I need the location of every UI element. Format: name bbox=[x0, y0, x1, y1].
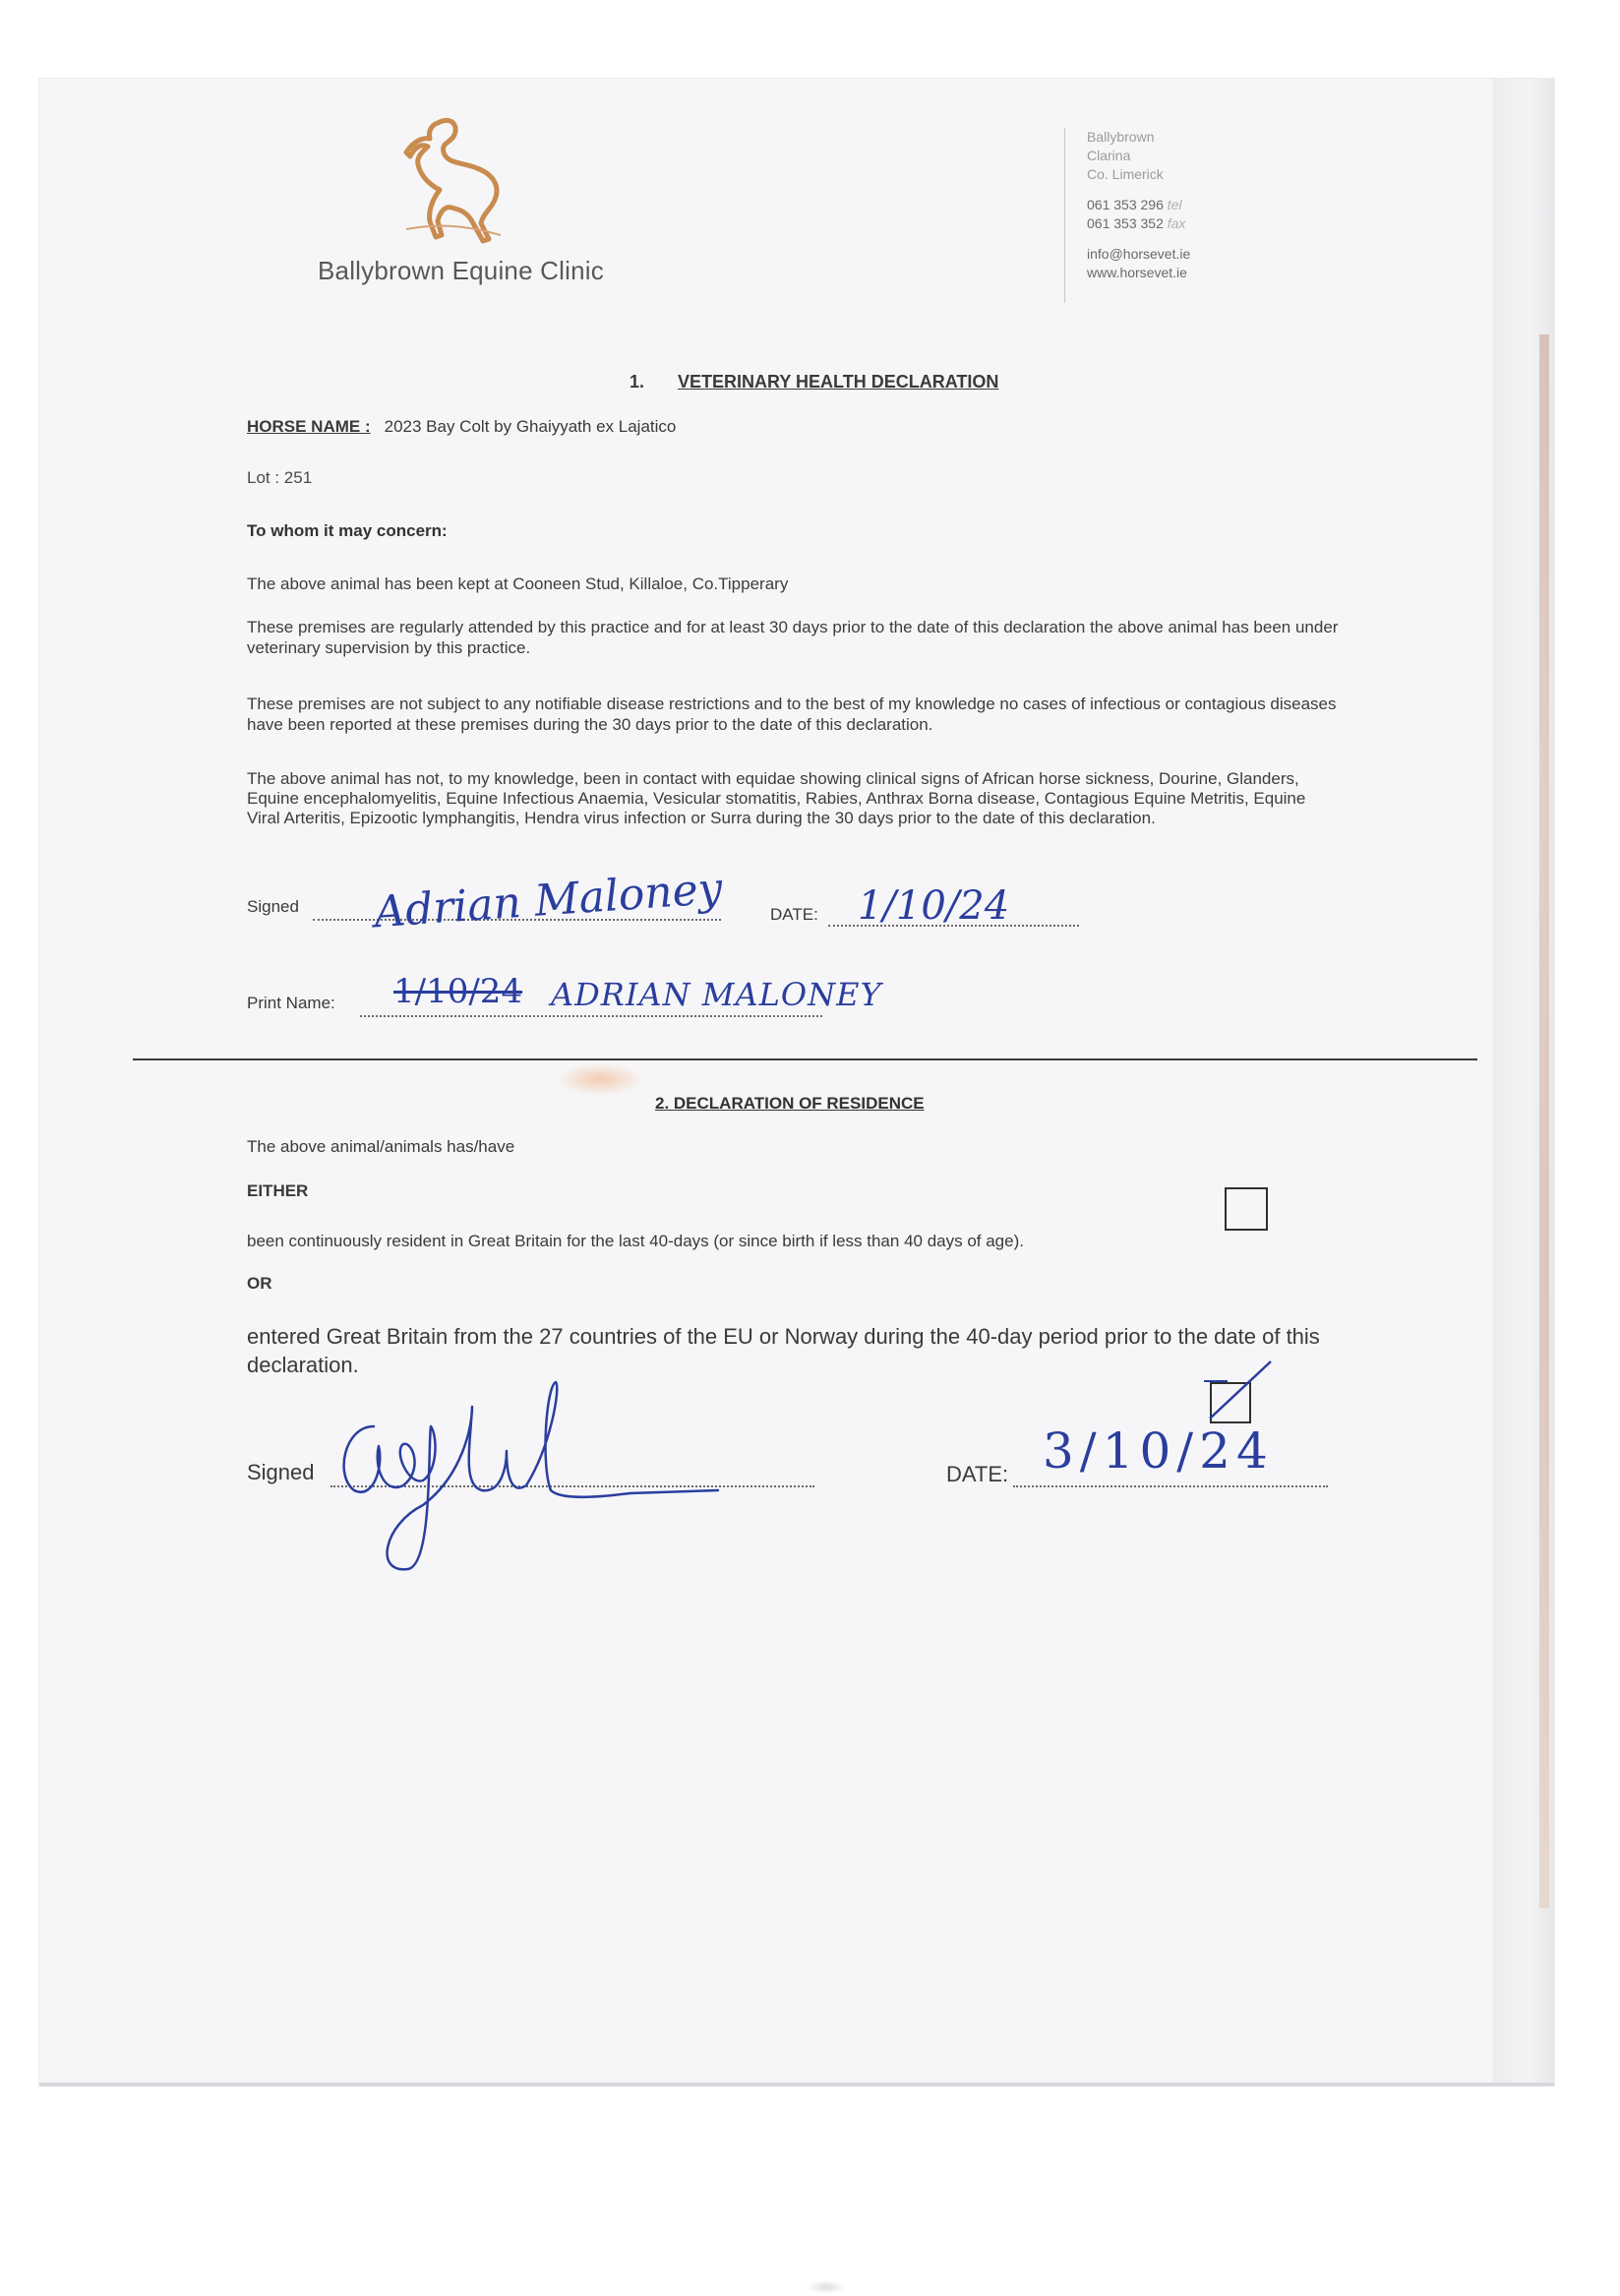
web-link[interactable]: www.horsevet.ie bbox=[1087, 265, 1187, 280]
horse-name-label: HORSE NAME : bbox=[247, 417, 371, 436]
option2-text: entered Great Britain from the 27 countries of the EU or Norway during the 40-day period prior to the date of this declaration. bbox=[247, 1324, 1320, 1377]
option1-text: been continuously resident in Great Britain for the last 40-days (or since birth if less than 40 days of age). bbox=[247, 1232, 1024, 1250]
date-handwriting: 3/10/24 bbox=[1043, 1422, 1274, 1480]
date-line bbox=[1013, 1485, 1328, 1487]
clinic-address-block bbox=[1064, 128, 1264, 303]
residence-intro: The above animal/animals has/have bbox=[247, 1137, 515, 1156]
scan-smudge bbox=[807, 2280, 846, 2294]
declaration-paragraph: The above animal has been kept at Cooneen Stud, Killaloe, Co.Tipperary bbox=[247, 574, 789, 593]
declaration-paragraph: These premises are regularly attended by this practice and for at least 30 days prior to the date of this declaration the above animal has been under veterinary supervision by this practice. bbox=[247, 618, 1339, 657]
or-label: OR bbox=[247, 1274, 272, 1293]
section2-title: 2. DECLARATION OF RESIDENCE bbox=[655, 1094, 925, 1113]
either-label: EITHER bbox=[247, 1181, 309, 1200]
date-label: DATE: bbox=[770, 905, 818, 924]
lot-number: Lot : 251 bbox=[247, 468, 313, 487]
print-name-crossed-date: 1/10/24 bbox=[393, 972, 523, 1011]
option2-checkmark-icon bbox=[1202, 1358, 1281, 1426]
section1-title: 1. VETERINARY HEALTH DECLARATION bbox=[630, 372, 999, 392]
print-name-handwriting: ADRIAN MALONEY bbox=[551, 976, 882, 1013]
print-name-line bbox=[360, 1015, 822, 1017]
clinic-name: Ballybrown Equine Clinic bbox=[318, 256, 604, 285]
print-name-label: Print Name: bbox=[247, 994, 335, 1012]
declaration-paragraph: The above animal has not, to my knowledge, been in contact with equidae showing clinical signs of African horse sickness, Dourine, Glanders, Equine encephalomyelitis, Equine Infectious Anaemia, Vesicular stomatitis, Rabies, Anthrax Borna disease, Contagious Equine Metritis, Equine Viral Arteritis, Epizootic lymphangitis, Hendra virus infection or Surra during the 30 days prior to the date of this declaration. bbox=[247, 769, 1306, 827]
address-line: Co. Limerick bbox=[1087, 166, 1164, 182]
page-bottom-edge bbox=[39, 2083, 1554, 2086]
fax-line: 061 353 352 fax bbox=[1087, 215, 1186, 231]
address-line: Clarina bbox=[1087, 148, 1131, 163]
greeting: To whom it may concern: bbox=[247, 521, 448, 540]
horse-name-value: 2023 Bay Colt by Ghaiyyath ex Lajatico bbox=[384, 417, 677, 436]
date-label: DATE: bbox=[946, 1462, 1009, 1486]
paper-stain bbox=[556, 1062, 644, 1096]
address-line: Ballybrown bbox=[1087, 129, 1155, 145]
signed-label: Signed bbox=[247, 1460, 315, 1484]
declaration-paragraph: These premises are not subject to any notifiable disease restrictions and to the best of my knowledge no cases of infectious or contagious diseases have been reported at these premises during the 30 days prior to the date of this declaration. bbox=[247, 695, 1337, 734]
signed-label: Signed bbox=[247, 897, 299, 916]
signature-handwriting bbox=[315, 1367, 728, 1584]
phone-line: 061 353 296 tel bbox=[1087, 197, 1182, 212]
horse-logo-icon bbox=[398, 113, 526, 246]
section-divider bbox=[133, 1058, 1477, 1060]
date-handwriting: 1/10/24 bbox=[858, 883, 1010, 929]
horse-name-row bbox=[247, 417, 676, 437]
option1-checkbox[interactable] bbox=[1225, 1187, 1268, 1231]
signature-handwriting: Adrian Maloney bbox=[372, 863, 725, 938]
page-edge-strip bbox=[1539, 334, 1549, 1908]
email-link[interactable]: info@horsevet.ie bbox=[1087, 246, 1191, 262]
